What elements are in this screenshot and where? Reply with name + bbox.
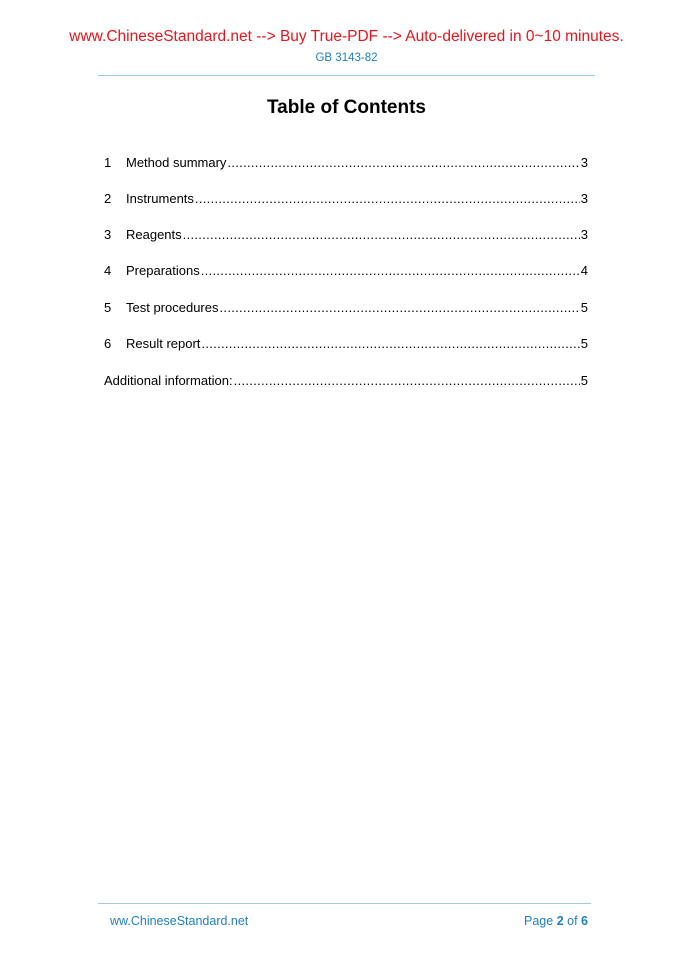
toc-dot-leader [234, 372, 580, 390]
toc-dot-leader [227, 154, 579, 172]
toc-entry-label: Preparations [126, 263, 200, 278]
toc-entry-label: Result report [126, 336, 201, 351]
toc-entry-additional-information[interactable] [104, 372, 588, 390]
toc-dot-leader [201, 335, 579, 353]
toc-entry-instruments[interactable] [104, 190, 588, 208]
toc-entry-number: 5 [104, 300, 112, 315]
toc-entry-test-procedures[interactable] [104, 299, 588, 317]
toc-entry-number: 6 [104, 336, 112, 351]
toc-entry-method-summary[interactable] [104, 154, 588, 172]
toc-entry-page: 5 [580, 373, 588, 388]
header-banner[interactable]: www.ChineseStandard.net --> Buy True-PDF --> Auto-delivered in 0~10 minutes. [69, 28, 624, 45]
toc-entry-page: 3 [580, 191, 588, 206]
toc-entry-number: 3 [104, 227, 112, 242]
toc-entry-preparations[interactable] [104, 262, 588, 280]
toc-dot-leader [220, 299, 580, 317]
toc-entry-page: 3 [580, 227, 588, 242]
toc-entry-label: Additional information: [104, 373, 233, 388]
toc-entry-label: Method summary [126, 155, 227, 170]
toc-entry-page: 5 [580, 300, 588, 315]
toc-entry-result-report[interactable] [104, 335, 588, 353]
toc-dot-leader [195, 190, 580, 208]
total-pages-number: 6 [581, 914, 588, 928]
standard-code: GB 3143-82 [315, 52, 378, 64]
header-divider [98, 75, 595, 76]
toc-entry-page: 3 [580, 155, 588, 170]
toc-entry-number: 1 [104, 155, 112, 170]
toc-dot-leader [183, 226, 580, 244]
footer-site-link[interactable]: ww.ChineseStandard.net [110, 914, 249, 928]
toc-entry-number: 4 [104, 263, 112, 278]
toc-entry-page: 5 [580, 336, 588, 351]
page-separator: of [567, 914, 578, 928]
toc-entry-page: 4 [580, 263, 588, 278]
current-page-number: 2 [556, 914, 564, 928]
toc-entry-label: Instruments [126, 191, 194, 206]
toc-dot-leader [201, 262, 580, 280]
page-label: Page [524, 914, 554, 928]
toc-entry-reagents[interactable] [104, 226, 588, 244]
footer-divider [98, 903, 591, 904]
toc-entry-number: 2 [104, 191, 112, 206]
toc-entry-label: Test procedures [126, 300, 219, 315]
page-title: Table of Contents [266, 97, 427, 118]
toc-entry-label: Reagents [126, 227, 182, 242]
page-indicator [524, 913, 588, 929]
